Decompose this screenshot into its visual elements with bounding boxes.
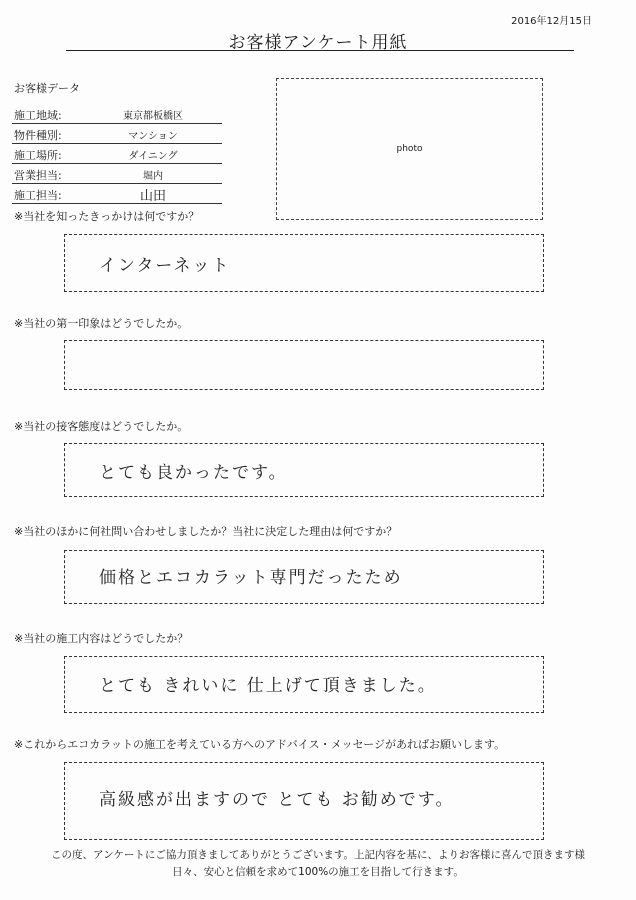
answer-text-3: とても良かったです。 bbox=[99, 463, 288, 483]
info-row-area bbox=[12, 104, 222, 124]
photo-placeholder bbox=[276, 78, 543, 220]
info-value: 堀内 bbox=[143, 171, 163, 182]
answer-text-5: とても きれいに 仕上げて頂きました。 bbox=[99, 676, 437, 696]
answer-box-1 bbox=[64, 234, 544, 292]
info-label: 物件種別: bbox=[14, 129, 62, 142]
info-label: 施工担当: bbox=[14, 189, 62, 202]
question-4: ※当社のほかに何社問い合わせしましたか？当社に決定した理由は何ですか？ bbox=[14, 525, 398, 538]
answer-text-6: 高級感が出ますので とても お勧めです。 bbox=[99, 790, 455, 810]
question-6: ※これからエコカラットの施工を考えている方へのアドバイス・メッセージがあればお願いします。 bbox=[14, 738, 506, 751]
info-row-property-type bbox=[12, 124, 222, 144]
footer-line-1: この度、アンケートにご協力頂きましてありがとうございます。上記内容を基に、よりお客様に喜んで頂きます様 bbox=[50, 849, 586, 861]
info-value: 山田 bbox=[139, 189, 166, 204]
info-row-installer bbox=[12, 184, 222, 204]
customer-data-heading: お客様データ bbox=[14, 82, 80, 95]
survey-date: 2016年12月15日 bbox=[511, 16, 592, 27]
info-value: 東京都板橋区 bbox=[123, 111, 183, 122]
footer-message bbox=[0, 847, 636, 881]
answer-text-4: 価格とエコカラット専門だったため bbox=[99, 568, 403, 588]
question-1: ※当社を知ったきっかけは何ですか？ bbox=[14, 210, 200, 223]
title-underline bbox=[66, 50, 574, 51]
answer-box-5 bbox=[64, 656, 544, 713]
customer-data-table bbox=[12, 104, 222, 204]
answer-box-2 bbox=[64, 340, 544, 390]
photo-label: photo bbox=[396, 144, 423, 154]
answer-box-6 bbox=[64, 762, 544, 840]
page-title: お客様アンケート用紙 bbox=[228, 33, 408, 53]
answer-box-3 bbox=[64, 443, 544, 497]
info-value: ダイニング bbox=[128, 151, 178, 162]
info-value: マンション bbox=[128, 131, 178, 142]
info-label: 施工場所: bbox=[14, 149, 62, 162]
question-3: ※当社の接客態度はどうでしたか。 bbox=[14, 420, 189, 433]
footer-line-2: 日々、安心と信頼を求めて100%の施工を目指して行きます。 bbox=[172, 866, 464, 878]
info-row-location bbox=[12, 144, 222, 164]
answer-box-4 bbox=[64, 550, 544, 604]
info-label: 営業担当: bbox=[14, 169, 62, 182]
question-2: ※当社の第一印象はどうでしたか。 bbox=[14, 317, 189, 330]
answer-text-1: インターネット bbox=[99, 256, 231, 276]
question-5: ※当社の施工内容はどうでしたか？ bbox=[14, 632, 189, 645]
info-row-sales-rep bbox=[12, 164, 222, 184]
info-label: 施工地域: bbox=[14, 109, 62, 122]
